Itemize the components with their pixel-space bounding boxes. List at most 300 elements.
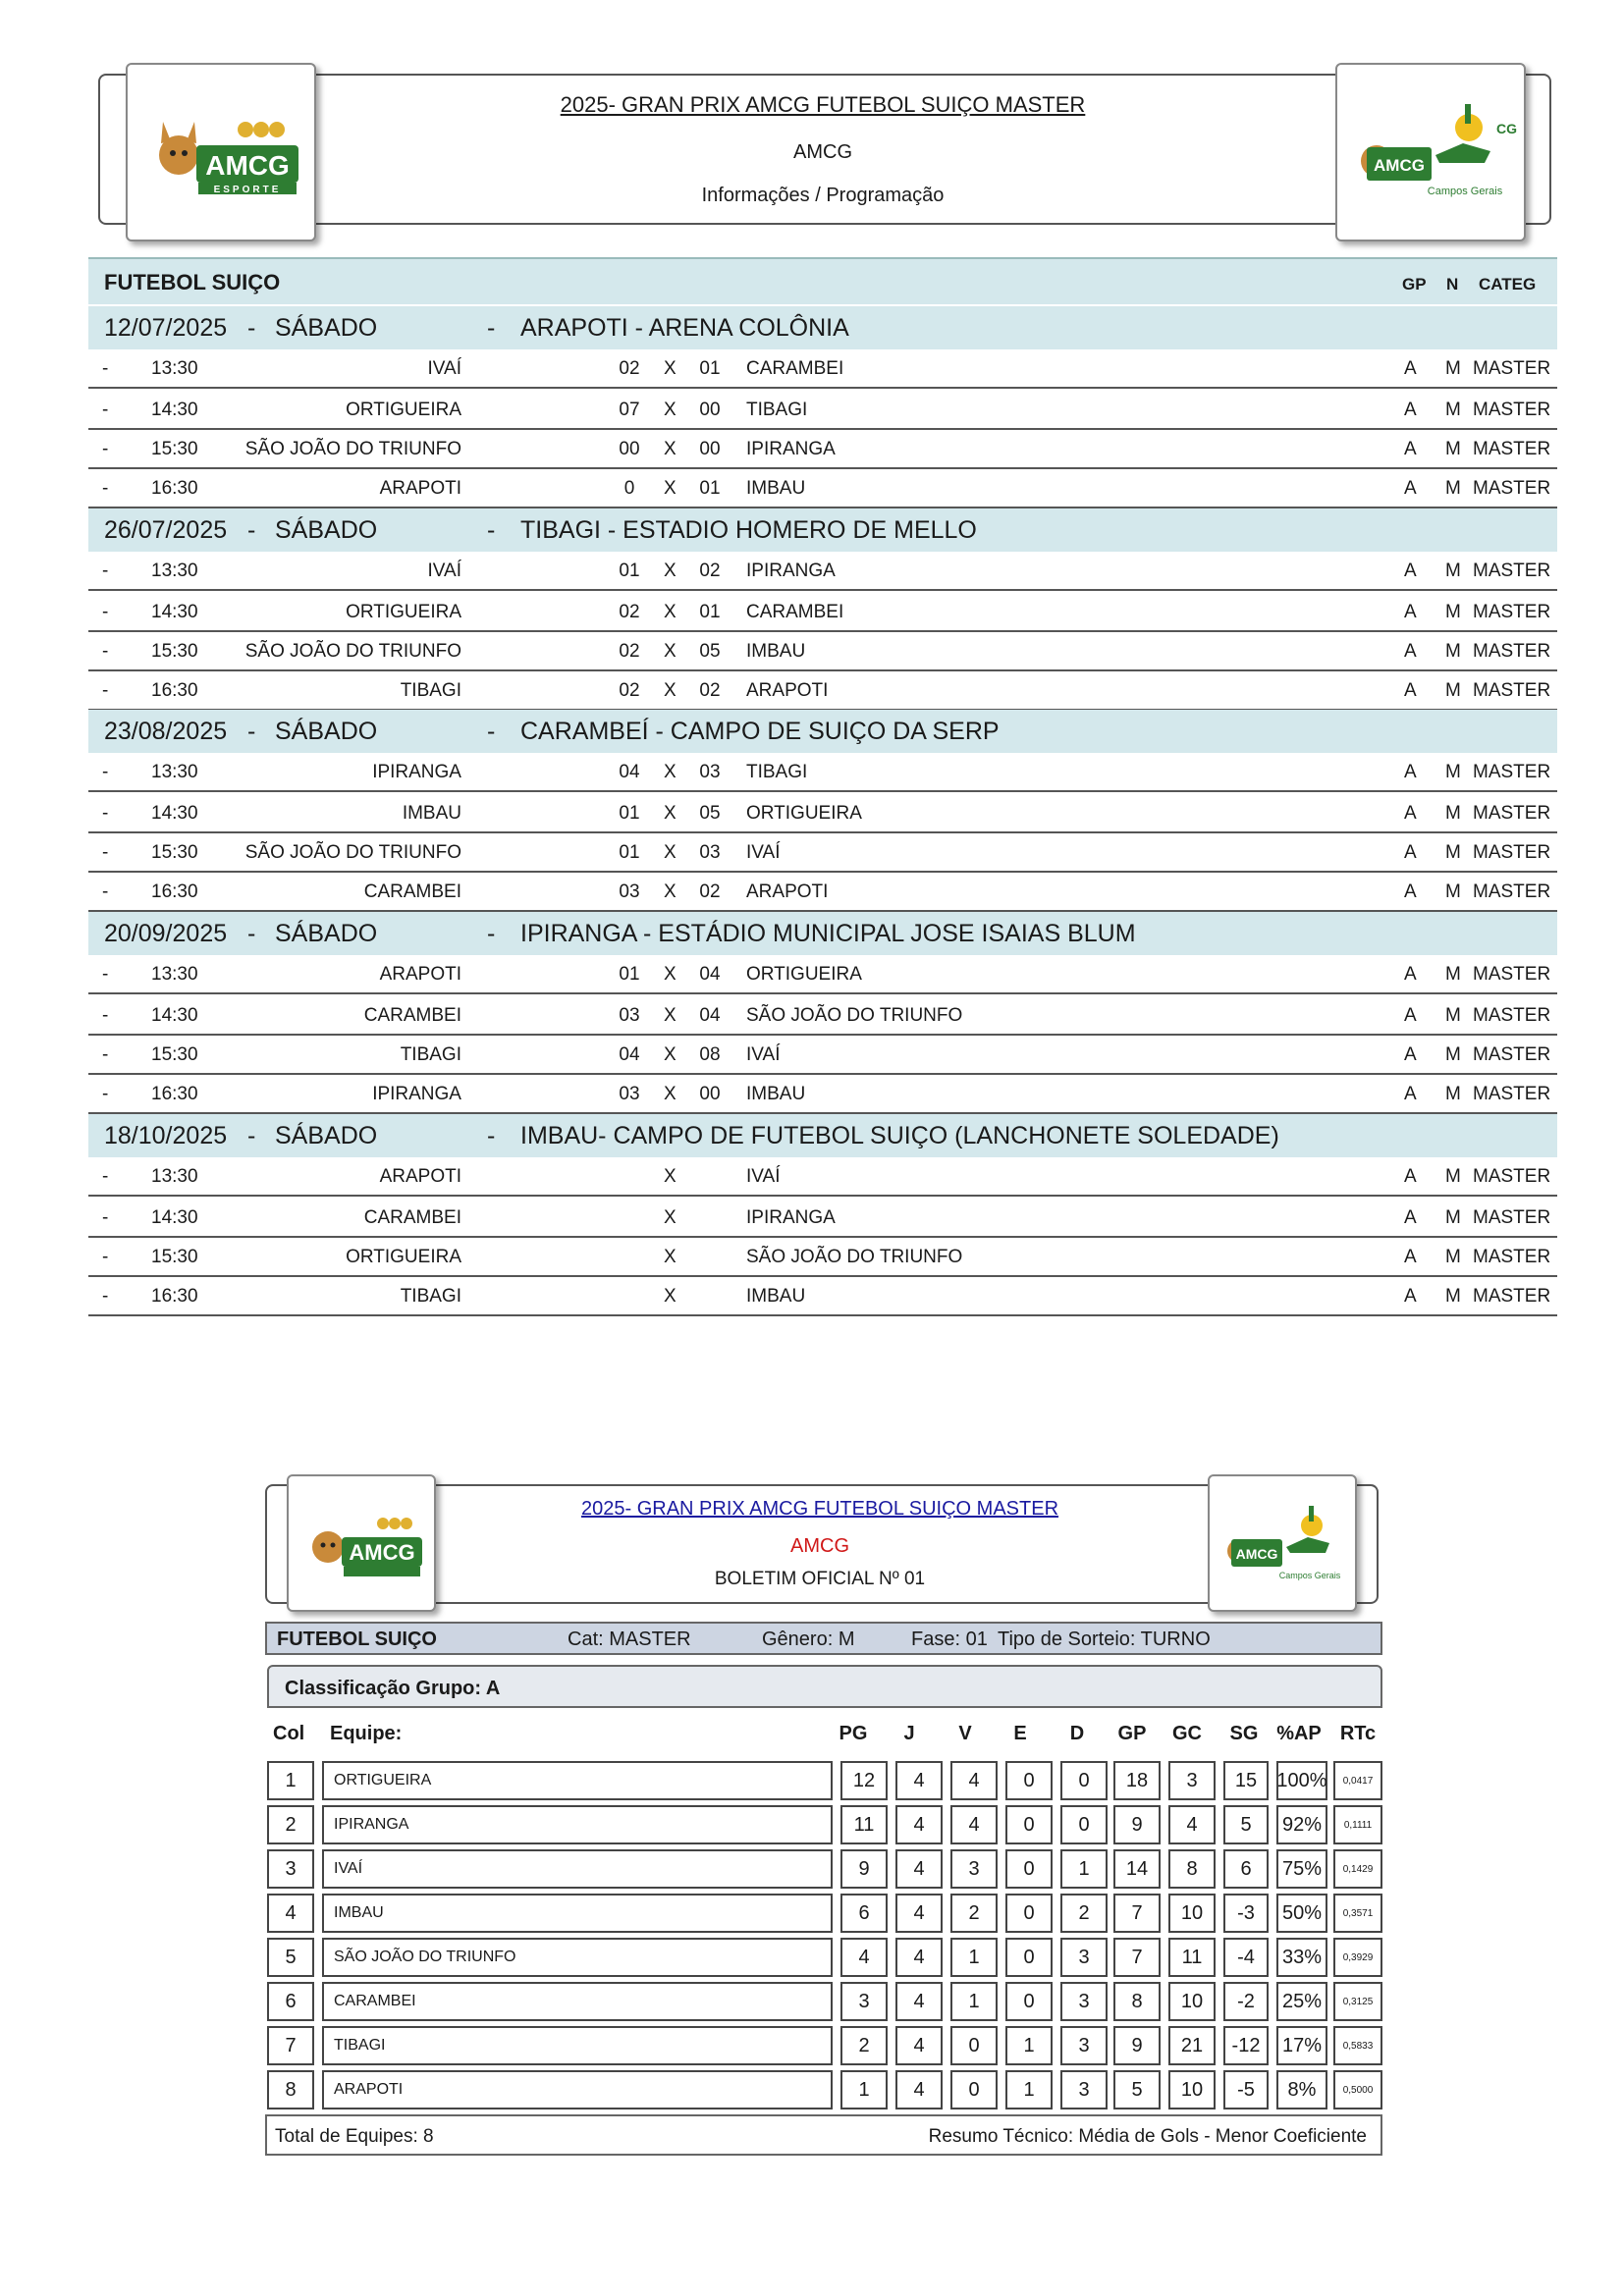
standings-cell-j: 4 bbox=[895, 1894, 943, 1933]
standings-cell-ap: 100% bbox=[1276, 1761, 1327, 1800]
versus-x: X bbox=[664, 964, 677, 985]
away-score: 02 bbox=[699, 561, 721, 581]
col-header-gp: GP bbox=[1117, 1723, 1147, 1744]
round-day: SÁBADO bbox=[275, 718, 378, 745]
match-group: A bbox=[1404, 1084, 1417, 1104]
standings-cell-team: ORTIGUEIRA bbox=[322, 1761, 833, 1800]
match-group: A bbox=[1404, 1247, 1417, 1267]
standings-cell-sg: -2 bbox=[1223, 1982, 1269, 2021]
match-group: A bbox=[1404, 641, 1417, 662]
standings-cell-gc: 10 bbox=[1168, 1894, 1216, 1933]
match-time: 15:30 bbox=[151, 842, 198, 863]
bulletin-subtitle: BOLETIM OFICIAL Nº 01 bbox=[714, 1569, 926, 1589]
match-group: A bbox=[1404, 561, 1417, 581]
match-dash: - bbox=[102, 1286, 109, 1307]
match-row bbox=[88, 996, 1557, 1036]
match-row bbox=[88, 833, 1557, 873]
standings-cell-j: 4 bbox=[895, 2070, 943, 2109]
home-team: ARAPOTI bbox=[379, 964, 461, 985]
match-gender: M bbox=[1445, 881, 1461, 902]
match-gender: M bbox=[1445, 803, 1461, 824]
match-time: 13:30 bbox=[151, 358, 198, 379]
round-date: 23/08/2025 bbox=[104, 718, 228, 745]
match-category: MASTER bbox=[1473, 1084, 1551, 1104]
away-score: 03 bbox=[699, 842, 721, 863]
round-dash: - bbox=[487, 920, 496, 947]
standings-cell-team: IMBAU bbox=[322, 1894, 833, 1933]
match-group: A bbox=[1404, 400, 1417, 420]
match-category: MASTER bbox=[1473, 1005, 1551, 1026]
match-category: MASTER bbox=[1473, 842, 1551, 863]
match-time: 13:30 bbox=[151, 964, 198, 985]
match-row bbox=[88, 1277, 1557, 1316]
round-date: 18/10/2025 bbox=[104, 1122, 228, 1149]
standings-cell-ap: 25% bbox=[1276, 1982, 1327, 2021]
match-category: MASTER bbox=[1473, 1207, 1551, 1228]
standings-cell-e: 1 bbox=[1005, 2026, 1053, 2065]
match-category: MASTER bbox=[1473, 881, 1551, 902]
match-row bbox=[88, 753, 1557, 792]
away-team: IMBAU bbox=[746, 478, 806, 499]
home-score: 03 bbox=[619, 881, 640, 902]
group-title-bar bbox=[267, 1665, 1382, 1708]
col-header-v: V bbox=[958, 1723, 972, 1744]
standings-cell-pos: 3 bbox=[267, 1849, 314, 1889]
standings-cell-j: 4 bbox=[895, 1938, 943, 1977]
schedule-org: AMCG bbox=[793, 141, 852, 163]
svg-text:Campos Gerais: Campos Gerais bbox=[1278, 1571, 1341, 1580]
versus-x: X bbox=[664, 561, 677, 581]
match-row bbox=[88, 632, 1557, 671]
standings-cell-gp: 14 bbox=[1113, 1849, 1161, 1889]
standings-cell-ap: 17% bbox=[1276, 2026, 1327, 2065]
home-score: 0 bbox=[623, 478, 635, 499]
match-category: MASTER bbox=[1473, 1286, 1551, 1307]
home-score: 00 bbox=[619, 439, 640, 459]
schedule-title: 2025- GRAN PRIX AMCG FUTEBOL SUIÇO MASTER bbox=[560, 92, 1086, 117]
standings-cell-gp: 8 bbox=[1113, 1982, 1161, 2021]
round-date-bar bbox=[88, 912, 1557, 955]
standings-cell-ap: 33% bbox=[1276, 1938, 1327, 1977]
match-time: 15:30 bbox=[151, 1247, 198, 1267]
standings-cell-e: 0 bbox=[1005, 1805, 1053, 1844]
campos-gerais-logo bbox=[1337, 65, 1524, 240]
home-team: IMBAU bbox=[402, 803, 461, 824]
round-dash: - bbox=[487, 1122, 496, 1149]
bulletin-logo-right bbox=[1208, 1474, 1357, 1612]
versus-x: X bbox=[664, 439, 677, 459]
svg-text:AMCG: AMCG bbox=[1235, 1546, 1278, 1562]
standings-cell-pg: 4 bbox=[840, 1938, 888, 1977]
group-title: Classificação Grupo: A bbox=[285, 1678, 501, 1699]
away-score: 00 bbox=[699, 1084, 721, 1104]
round-date-bar bbox=[88, 710, 1557, 753]
round-venue: IMBAU- CAMPO DE FUTEBOL SUIÇO (LANCHONETE SOLEDADE) bbox=[520, 1122, 1279, 1149]
match-gender: M bbox=[1445, 1207, 1461, 1228]
col-header-e: E bbox=[1013, 1723, 1027, 1744]
amcg-logo-right bbox=[1335, 63, 1526, 241]
away-team: CARAMBEI bbox=[746, 358, 844, 379]
versus-x: X bbox=[664, 478, 677, 499]
match-group: A bbox=[1404, 803, 1417, 824]
standings-cell-v: 3 bbox=[950, 1849, 998, 1889]
standings-cell-j: 4 bbox=[895, 2026, 943, 2065]
round-dash: - bbox=[487, 718, 496, 745]
round-day: SÁBADO bbox=[275, 1122, 378, 1149]
match-gender: M bbox=[1445, 1286, 1461, 1307]
standings-cell-e: 0 bbox=[1005, 1894, 1053, 1933]
match-category: MASTER bbox=[1473, 803, 1551, 824]
schedule-subtitle: Informações / Programação bbox=[701, 185, 945, 206]
home-team: SÃO JOÃO DO TRIUNFO bbox=[244, 641, 461, 662]
home-team: CARAMBEI bbox=[363, 1005, 461, 1026]
home-team: TIBAGI bbox=[400, 1286, 461, 1307]
bulletin-sport: FUTEBOL SUIÇO bbox=[277, 1629, 437, 1650]
round-date-bar bbox=[88, 306, 1557, 349]
away-team: ORTIGUEIRA bbox=[746, 964, 862, 985]
standings-cell-pos: 2 bbox=[267, 1805, 314, 1844]
col-categ-header: CATEG bbox=[1479, 275, 1537, 294]
away-score: 02 bbox=[699, 680, 721, 701]
match-gender: M bbox=[1445, 478, 1461, 499]
round-dash: - bbox=[247, 516, 256, 544]
standings-cell-j: 4 bbox=[895, 1849, 943, 1889]
match-dash: - bbox=[102, 1247, 109, 1267]
round-venue: CARAMBEÍ - CAMPO DE SUIÇO DA SERP bbox=[520, 718, 1000, 745]
versus-x: X bbox=[664, 1286, 677, 1307]
standings-cell-d: 0 bbox=[1060, 1761, 1108, 1800]
round-day: SÁBADO bbox=[275, 516, 378, 544]
away-team: TIBAGI bbox=[746, 400, 808, 420]
versus-x: X bbox=[664, 762, 677, 782]
match-gender: M bbox=[1445, 641, 1461, 662]
match-dash: - bbox=[102, 1207, 109, 1228]
round-dash: - bbox=[487, 314, 496, 342]
home-score: 02 bbox=[619, 602, 640, 622]
bulletin-genero: Gênero: M bbox=[762, 1629, 855, 1650]
away-team: ARAPOTI bbox=[746, 881, 829, 902]
match-category: MASTER bbox=[1473, 561, 1551, 581]
svg-text:AMCG: AMCG bbox=[1374, 156, 1425, 175]
bulletin-org: AMCG bbox=[790, 1535, 849, 1557]
standings-cell-gp: 7 bbox=[1113, 1938, 1161, 1977]
away-score: 00 bbox=[699, 439, 721, 459]
standings-cell-rtc: 0,3571 bbox=[1333, 1894, 1382, 1933]
standings-cell-rtc: 0,0417 bbox=[1333, 1761, 1382, 1800]
standings-cell-gc: 8 bbox=[1168, 1849, 1216, 1889]
standings-cell-v: 4 bbox=[950, 1761, 998, 1800]
amcg-logo-image bbox=[289, 1476, 434, 1610]
match-time: 16:30 bbox=[151, 881, 198, 902]
match-gender: M bbox=[1445, 964, 1461, 985]
home-score: 02 bbox=[619, 680, 640, 701]
standings-cell-j: 4 bbox=[895, 1761, 943, 1800]
home-team: SÃO JOÃO DO TRIUNFO bbox=[244, 842, 461, 863]
col-header-rtc: RTc bbox=[1339, 1723, 1377, 1744]
match-dash: - bbox=[102, 762, 109, 782]
match-dash: - bbox=[102, 358, 109, 379]
match-group: A bbox=[1404, 1207, 1417, 1228]
match-row bbox=[88, 349, 1557, 389]
standings-cell-pg: 9 bbox=[840, 1849, 888, 1889]
match-gender: M bbox=[1445, 680, 1461, 701]
versus-x: X bbox=[664, 1044, 677, 1065]
away-team: SÃO JOÃO DO TRIUNFO bbox=[746, 1247, 963, 1267]
standings-cell-team: IPIRANGA bbox=[322, 1805, 833, 1844]
away-score: 04 bbox=[699, 1005, 721, 1026]
bulletin-fase: Fase: 01 bbox=[911, 1629, 988, 1650]
match-dash: - bbox=[102, 641, 109, 662]
match-category: MASTER bbox=[1473, 358, 1551, 379]
svg-text:ESPORTE: ESPORTE bbox=[213, 185, 282, 195]
match-group: A bbox=[1404, 478, 1417, 499]
away-score: 08 bbox=[699, 1044, 721, 1065]
svg-text:AMCG: AMCG bbox=[349, 1540, 415, 1565]
match-gender: M bbox=[1445, 1044, 1461, 1065]
match-time: 15:30 bbox=[151, 641, 198, 662]
svg-text:AMCG: AMCG bbox=[205, 150, 290, 181]
match-time: 14:30 bbox=[151, 803, 198, 824]
away-score: 03 bbox=[699, 762, 721, 782]
match-row bbox=[88, 955, 1557, 994]
standings-cell-d: 3 bbox=[1060, 2026, 1108, 2065]
match-group: A bbox=[1404, 842, 1417, 863]
standings-cell-d: 3 bbox=[1060, 1938, 1108, 1977]
standings-cell-ap: 75% bbox=[1276, 1849, 1327, 1889]
match-time: 16:30 bbox=[151, 680, 198, 701]
home-score: 01 bbox=[619, 842, 640, 863]
home-team: ORTIGUEIRA bbox=[346, 400, 461, 420]
standings-cell-pos: 5 bbox=[267, 1938, 314, 1977]
standings-cell-rtc: 0,1429 bbox=[1333, 1849, 1382, 1889]
col-header-pg: PG bbox=[839, 1723, 868, 1744]
standings-cell-pos: 1 bbox=[267, 1761, 314, 1800]
match-gender: M bbox=[1445, 1005, 1461, 1026]
svg-text:Campos Gerais: Campos Gerais bbox=[1427, 186, 1503, 197]
versus-x: X bbox=[664, 680, 677, 701]
standings-cell-d: 3 bbox=[1060, 2070, 1108, 2109]
match-gender: M bbox=[1445, 439, 1461, 459]
standings-cell-rtc: 0,3929 bbox=[1333, 1938, 1382, 1977]
standings-cell-team: ARAPOTI bbox=[322, 2070, 833, 2109]
home-team: TIBAGI bbox=[400, 1044, 461, 1065]
round-date: 26/07/2025 bbox=[104, 516, 228, 544]
match-category: MASTER bbox=[1473, 641, 1551, 662]
away-score: 05 bbox=[699, 803, 721, 824]
home-team: ORTIGUEIRA bbox=[346, 1247, 461, 1267]
standings-cell-j: 4 bbox=[895, 1982, 943, 2021]
bulletin-logo-left bbox=[287, 1474, 436, 1612]
round-venue: IPIRANGA - ESTÁDIO MUNICIPAL JOSE ISAIAS BLUM bbox=[520, 920, 1136, 947]
match-row bbox=[88, 1199, 1557, 1238]
away-team: IVAÍ bbox=[746, 842, 781, 863]
home-team: IVAÍ bbox=[427, 358, 461, 379]
standings-cell-team: IVAÍ bbox=[322, 1849, 833, 1889]
standings-cell-sg: -3 bbox=[1223, 1894, 1269, 1933]
standings-cell-d: 0 bbox=[1060, 1805, 1108, 1844]
round-dash: - bbox=[247, 1122, 256, 1149]
home-score: 07 bbox=[619, 400, 640, 420]
standings-cell-sg: -12 bbox=[1223, 2026, 1269, 2065]
standings-cell-sg: -5 bbox=[1223, 2070, 1269, 2109]
standings-cell-pg: 2 bbox=[840, 2026, 888, 2065]
match-gender: M bbox=[1445, 400, 1461, 420]
match-time: 14:30 bbox=[151, 602, 198, 622]
versus-x: X bbox=[664, 1207, 677, 1228]
home-team: IPIRANGA bbox=[372, 762, 461, 782]
home-team: ARAPOTI bbox=[379, 478, 461, 499]
bulletin-cat: Cat: MASTER bbox=[568, 1629, 691, 1650]
home-team: ORTIGUEIRA bbox=[346, 602, 461, 622]
away-score: 01 bbox=[699, 358, 721, 379]
versus-x: X bbox=[664, 1247, 677, 1267]
standings-cell-team: CARAMBEI bbox=[322, 1982, 833, 2021]
standings-cell-rtc: 0,5833 bbox=[1333, 2026, 1382, 2065]
match-time: 13:30 bbox=[151, 762, 198, 782]
standings-cell-pg: 3 bbox=[840, 1982, 888, 2021]
standings-cell-gc: 10 bbox=[1168, 1982, 1216, 2021]
standings-cell-gp: 18 bbox=[1113, 1761, 1161, 1800]
match-dash: - bbox=[102, 1044, 109, 1065]
away-score: 01 bbox=[699, 478, 721, 499]
standings-cell-d: 3 bbox=[1060, 1982, 1108, 2021]
standings-cell-sg: 15 bbox=[1223, 1761, 1269, 1800]
round-date: 12/07/2025 bbox=[104, 314, 228, 342]
round-dash: - bbox=[247, 314, 256, 342]
standings-cell-ap: 8% bbox=[1276, 2070, 1327, 2109]
match-category: MASTER bbox=[1473, 602, 1551, 622]
bulletin-sorteio: Tipo de Sorteio: TURNO bbox=[998, 1629, 1211, 1650]
standings-cell-gc: 3 bbox=[1168, 1761, 1216, 1800]
bulletin-title-link[interactable]: 2025- GRAN PRIX AMCG FUTEBOL SUIÇO MASTER bbox=[580, 1498, 1059, 1520]
match-time: 15:30 bbox=[151, 439, 198, 459]
col-header-ap: %AP bbox=[1276, 1723, 1322, 1744]
away-score: 05 bbox=[699, 641, 721, 662]
standings-cell-v: 1 bbox=[950, 1982, 998, 2021]
away-score: 01 bbox=[699, 602, 721, 622]
match-row bbox=[88, 1036, 1557, 1075]
match-gender: M bbox=[1445, 602, 1461, 622]
match-time: 15:30 bbox=[151, 1044, 198, 1065]
round-venue: ARAPOTI - ARENA COLÔNIA bbox=[520, 314, 849, 342]
round-venue: TIBAGI - ESTADIO HOMERO DE MELLO bbox=[520, 516, 977, 544]
home-score: 01 bbox=[619, 803, 640, 824]
away-team: IMBAU bbox=[746, 1286, 806, 1307]
standings-cell-pg: 11 bbox=[840, 1805, 888, 1844]
home-score: 03 bbox=[619, 1005, 640, 1026]
match-dash: - bbox=[102, 602, 109, 622]
match-group: A bbox=[1404, 1166, 1417, 1187]
match-row bbox=[88, 391, 1557, 430]
standings-cell-e: 0 bbox=[1005, 1938, 1053, 1977]
standings-cell-sg: 5 bbox=[1223, 1805, 1269, 1844]
versus-x: X bbox=[664, 602, 677, 622]
standings-cell-v: 0 bbox=[950, 2026, 998, 2065]
match-time: 16:30 bbox=[151, 1084, 198, 1104]
away-team: IPIRANGA bbox=[746, 561, 836, 581]
standings-cell-gp: 7 bbox=[1113, 1894, 1161, 1933]
match-group: A bbox=[1404, 964, 1417, 985]
standings-cell-e: 0 bbox=[1005, 1849, 1053, 1889]
match-gender: M bbox=[1445, 762, 1461, 782]
standings-cell-rtc: 0,5000 bbox=[1333, 2070, 1382, 2109]
away-team: IVAÍ bbox=[746, 1166, 781, 1187]
standings-cell-pg: 1 bbox=[840, 2070, 888, 2109]
col-header-j: J bbox=[903, 1723, 915, 1744]
home-score: 02 bbox=[619, 358, 640, 379]
match-group: A bbox=[1404, 358, 1417, 379]
home-score: 03 bbox=[619, 1084, 640, 1104]
versus-x: X bbox=[664, 881, 677, 902]
standings-cell-sg: 6 bbox=[1223, 1849, 1269, 1889]
match-dash: - bbox=[102, 842, 109, 863]
match-dash: - bbox=[102, 439, 109, 459]
versus-x: X bbox=[664, 358, 677, 379]
schedule-title-bar bbox=[88, 257, 1557, 304]
away-score: 04 bbox=[699, 964, 721, 985]
away-team: SÃO JOÃO DO TRIUNFO bbox=[746, 1005, 963, 1026]
match-category: MASTER bbox=[1473, 964, 1551, 985]
round-day: SÁBADO bbox=[275, 920, 378, 947]
home-team: IPIRANGA bbox=[372, 1084, 461, 1104]
away-score: 02 bbox=[699, 881, 721, 902]
match-time: 13:30 bbox=[151, 561, 198, 581]
svg-text:CG: CG bbox=[1496, 121, 1517, 136]
match-row bbox=[88, 1157, 1557, 1197]
round-date: 20/09/2025 bbox=[104, 920, 228, 947]
away-team: ARAPOTI bbox=[746, 680, 829, 701]
match-row bbox=[88, 794, 1557, 833]
standings-cell-e: 0 bbox=[1005, 1761, 1053, 1800]
standings-cell-pg: 12 bbox=[840, 1761, 888, 1800]
match-dash: - bbox=[102, 803, 109, 824]
match-row bbox=[88, 1238, 1557, 1277]
match-category: MASTER bbox=[1473, 400, 1551, 420]
bulletin-footer bbox=[265, 2114, 1382, 2156]
standings-cell-j: 4 bbox=[895, 1805, 943, 1844]
match-category: MASTER bbox=[1473, 1166, 1551, 1187]
match-gender: M bbox=[1445, 358, 1461, 379]
standings-cell-gc: 21 bbox=[1168, 2026, 1216, 2065]
match-gender: M bbox=[1445, 842, 1461, 863]
match-time: 16:30 bbox=[151, 478, 198, 499]
standings-cell-gp: 9 bbox=[1113, 1805, 1161, 1844]
versus-x: X bbox=[664, 641, 677, 662]
away-team: ORTIGUEIRA bbox=[746, 803, 862, 824]
round-dash: - bbox=[487, 516, 496, 544]
standings-cell-pos: 4 bbox=[267, 1894, 314, 1933]
standings-cell-d: 2 bbox=[1060, 1894, 1108, 1933]
home-team: CARAMBEI bbox=[363, 1207, 461, 1228]
match-dash: - bbox=[102, 881, 109, 902]
match-gender: M bbox=[1445, 561, 1461, 581]
away-score: 00 bbox=[699, 400, 721, 420]
match-category: MASTER bbox=[1473, 478, 1551, 499]
match-dash: - bbox=[102, 680, 109, 701]
match-dash: - bbox=[102, 400, 109, 420]
home-score: 04 bbox=[619, 762, 640, 782]
round-date-bar bbox=[88, 1114, 1557, 1157]
standings-cell-gp: 9 bbox=[1113, 2026, 1161, 2065]
standings-cell-gc: 4 bbox=[1168, 1805, 1216, 1844]
match-category: MASTER bbox=[1473, 762, 1551, 782]
match-dash: - bbox=[102, 1166, 109, 1187]
match-category: MASTER bbox=[1473, 1247, 1551, 1267]
match-row bbox=[88, 671, 1557, 711]
match-row bbox=[88, 1075, 1557, 1114]
amcg-logo-image bbox=[128, 65, 314, 240]
home-team: ARAPOTI bbox=[379, 1166, 461, 1187]
